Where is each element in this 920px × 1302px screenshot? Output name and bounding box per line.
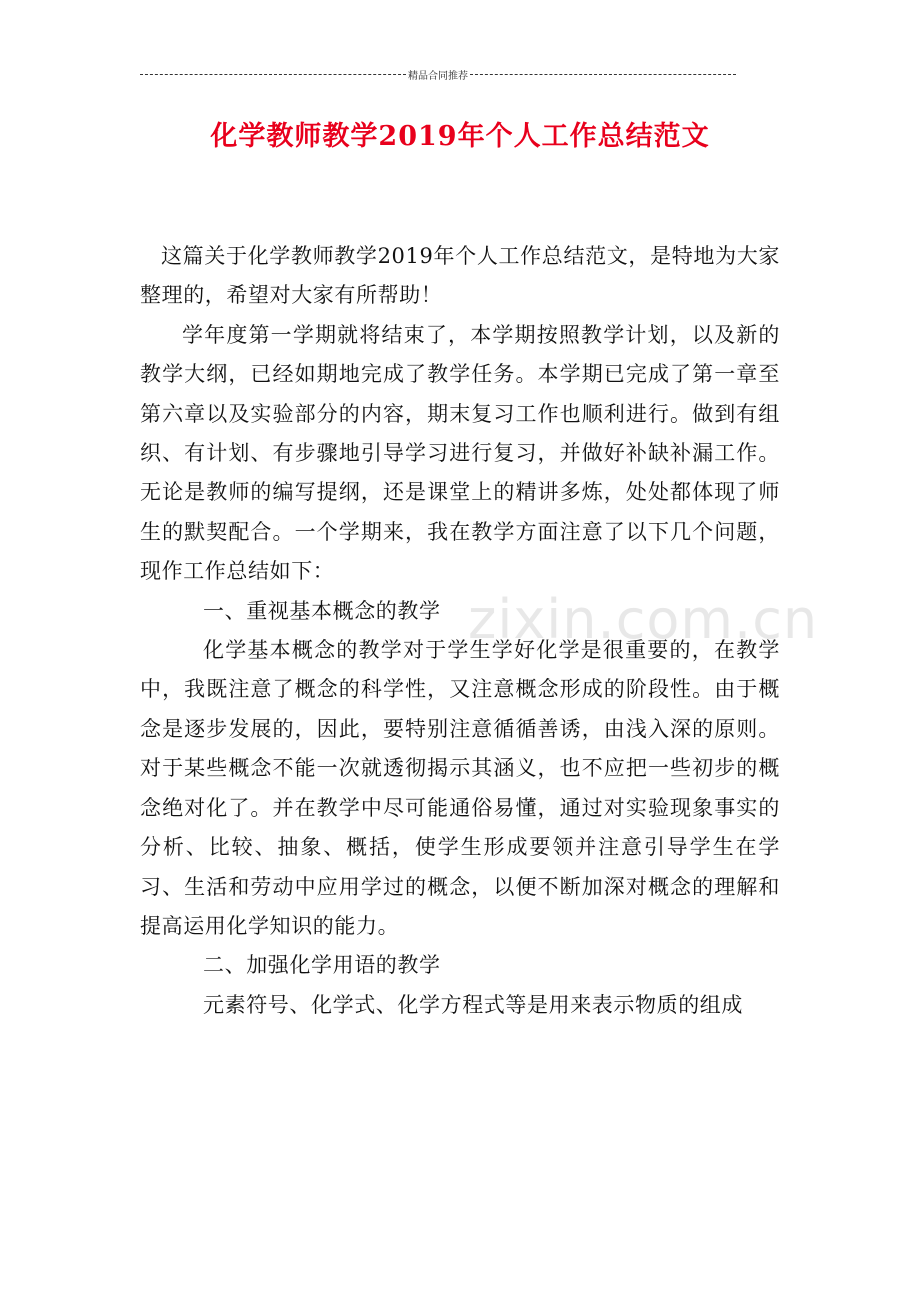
header-dash-left (140, 74, 406, 75)
summary-paragraph: 学年度第一学期就将结束了，本学期按照教学计划，以及新的教学大纲，已经如期地完成了教学任务。本学期已完成了第一章至第六章以及实验部分的内容，期末复习工作也顺利进行。做到有组织、有计划、有步骤地引导学习进行复习，并做好补缺补漏工作。无论是教师的编写提纲，还是课堂上的精讲多炼，处处都体现了师生的默契配合。一个学期来，我在教学方面注意了以下几个问题，现作工作总结如下： (140, 322, 780, 584)
header-rule (140, 66, 736, 82)
section-heading-2: 二、加强化学用语的教学 (203, 953, 441, 978)
header-label: 精品合同推荐 (408, 70, 468, 82)
intro-paragraph: 这篇关于化学教师教学2019年个人工作总结范文，是特地为大家整理的，希望对大家有所帮助！ (140, 244, 780, 308)
document-title: 化学教师教学2019年个人工作总结范文 (210, 121, 710, 152)
section-heading-1: 一、重视基本概念的教学 (203, 598, 441, 623)
watermark: zixin.com.cn (468, 588, 819, 651)
section-1-paragraph: 化学基本概念的教学对于学生学好化学是很重要的，在教学中，我既注意了概念的科学性，又注意概念形成的阶段性。由于概念是逐步发展的，因此，要特别注意循循善诱，由浅入深的原则。对于某些概念不能一次就透彻揭示其涵义，也不应把一些初步的概念绝对化了。并在教学中尽可能通俗易懂，通过对实验现象事实的分析、比较、抽象、概括，使学生形成要领并注意引导学生在学习、生活和劳动中应用学过的概念，以便不断加深对概念的理解和提高运用化学知识的能力。 (140, 638, 780, 938)
section-2-paragraph: 元素符号、化学式、化学方程式等是用来表示物质的组成 (203, 992, 743, 1017)
document-body (140, 237, 780, 1025)
header-dash-right (470, 74, 736, 75)
